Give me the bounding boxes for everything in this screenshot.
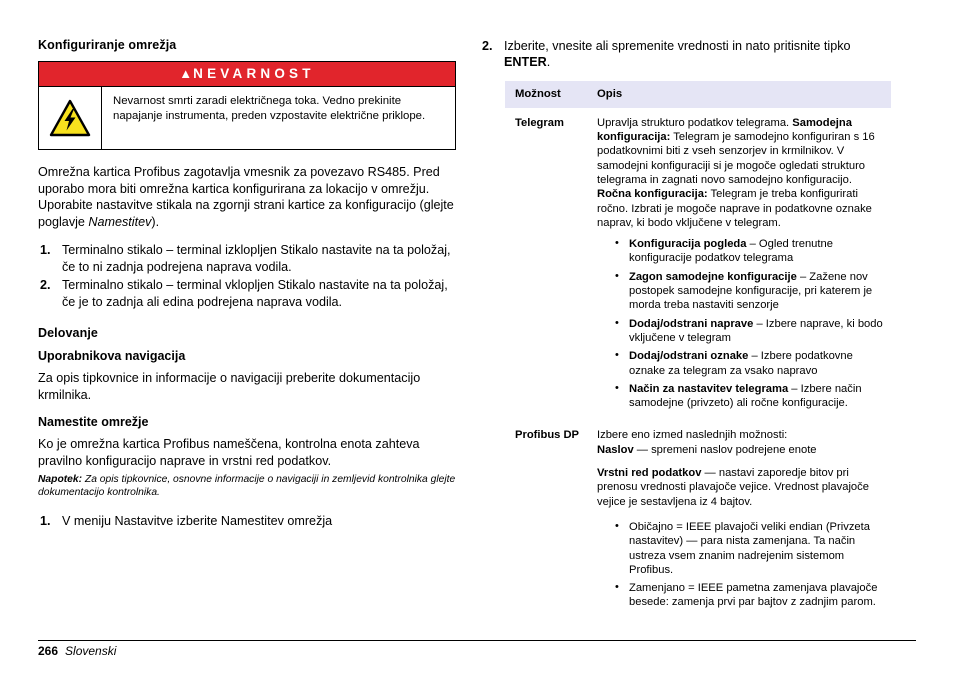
- desc-bold-1: Naslov: [597, 443, 634, 456]
- setup-steps-list: [38, 513, 458, 529]
- enter-step-list: [480, 38, 900, 71]
- list-item: [611, 520, 887, 577]
- intro-part-2: ).: [151, 214, 160, 229]
- footer-language: Slovenski: [65, 644, 117, 658]
- left-column: [38, 38, 458, 542]
- desc-text-2: Telegram je samodejno konfiguriran s 16 podatkovnimi biti z vseh senzorjev in krmilnikov. V samodejni konfiguraciji si je mogoče ogledati strukturo telegrama in zagnati novo samodejno konfiguracijo.: [597, 131, 875, 186]
- table-header-row: [505, 81, 891, 108]
- intro-paragraph: [38, 164, 458, 230]
- list-item: [611, 237, 887, 266]
- list-item-number: 2.: [40, 278, 51, 293]
- list-item: [611, 270, 887, 313]
- table-row: [505, 414, 891, 613]
- bullet-bold-label: Konfiguracija pogleda: [629, 238, 747, 251]
- operation-heading: Delovanje: [38, 326, 98, 340]
- profibus-options-list: [611, 520, 887, 610]
- bullet-bold-label: Dodaj/odstrani oznake: [629, 350, 749, 363]
- danger-text: Nevarnost smrti zaradi električnega toka. Vedno prekinite napajanje instrumenta, preden vzpostavite električne priklope.: [113, 95, 426, 122]
- page-number: 266: [38, 644, 59, 658]
- danger-banner: [39, 62, 455, 87]
- bullet-dot-icon: •: [615, 237, 619, 250]
- setup-network-heading: Namestite omrežje: [38, 415, 149, 430]
- bullet-text: – Izbere naprave, ki bodo vključene v telegram: [629, 317, 883, 344]
- bullet-dot-icon: •: [615, 316, 619, 329]
- footer: [38, 644, 116, 658]
- list-item: [611, 317, 887, 346]
- list-item-text: V meniju Nastavitve izberite Namestitev omrežja: [62, 514, 333, 529]
- danger-icon-cell: [39, 87, 102, 149]
- bullet-dot-icon: •: [615, 581, 619, 594]
- bullet-bold-label: Zagon samodejne konfiguracije: [629, 270, 797, 283]
- table-row: [505, 108, 891, 415]
- setup-network-text: Ko je omrežna kartica Profibus nameščena, kontrolna enota zahteva pravilno konfiguracijo naprave in vrstni red podatkov.: [38, 437, 420, 468]
- options-table: [505, 81, 891, 614]
- row-description: [587, 414, 891, 613]
- note-text: Za opis tipkovnice, osnovne informacije o navigaciji in zemljevid kontrolnika glejte dokumentacijo kontrolnika.: [38, 474, 456, 499]
- list-item: [611, 382, 887, 411]
- column-header-option: Možnost: [505, 81, 587, 108]
- list-item: [38, 242, 458, 275]
- bullet-dot-icon: •: [615, 269, 619, 282]
- desc-bold-2: Vrstni red podatkov: [597, 467, 702, 480]
- list-item-number: 1.: [40, 243, 51, 258]
- switch-steps-list: [38, 242, 458, 310]
- telegram-options-list: [611, 237, 887, 410]
- desc-text-2: — spremeni naslov podrejene enote: [633, 443, 817, 456]
- bullet-bold-label: Dodaj/odstrani naprave: [629, 317, 754, 330]
- bullet-text: – Zažene nov postopek samodejne konfiguracije, pri katerem je morda treba nastaviti senzorje: [629, 270, 873, 312]
- user-navigation-heading: Uporabnikova navigacija: [38, 349, 186, 363]
- list-item: [38, 277, 458, 310]
- description-paragraph: [597, 116, 887, 230]
- warning-triangle-icon: ▲: [179, 66, 193, 81]
- description-data-order: [597, 466, 887, 509]
- description-address: [597, 443, 887, 457]
- row-option-label: Telegram: [515, 116, 564, 129]
- user-navigation-text: Za opis tipkovnice in informacije o navigaciji preberite dokumentacijo krmilnika.: [38, 371, 421, 402]
- desc-text-3: — nastavi zaporedje bitov pri prenosu vrednosti plavajoče vejice. Vrednost plavajoče vejice je sestavljena iz 4 bajtov.: [597, 467, 869, 508]
- bullet-text: – Izbere način samodejne (privzeto) ali ročne konfiguracije.: [629, 382, 862, 410]
- column-header-description: Opis: [587, 81, 891, 108]
- danger-banner-label: NEVARNOST: [193, 66, 315, 81]
- note-label: Napotek:: [38, 474, 83, 486]
- intro-part-1: Omrežna kartica Profibus zagotavlja vmesnik za povezavo RS485. Pred uporabo mora biti omrežna kartica konfigurirana za lokacijo v omrežju. Uporabite nastavitve stikala na zgornji strani kartice za konfiguracijo (glejte poglavje: [38, 165, 454, 229]
- desc-bold-1: Samodejna konfiguracija:: [597, 116, 852, 144]
- list-item-number: 2.: [482, 39, 493, 53]
- description-intro: Izbere eno izmed naslednjih možnosti:: [597, 429, 788, 442]
- list-item-text-before: Izberite, vnesite ali spremenite vrednosti in nato pritisnite tipko: [504, 39, 851, 53]
- list-item-text: Terminalno stikalo – terminal vklopljen Stikalo nastavite na ta položaj, če je to zadnja ali edina podrejena naprava vodila.: [62, 278, 448, 309]
- list-item-text-after: .: [546, 55, 551, 70]
- bullet-text: – Ogled trenutne konfiguracije podatkov telegrama: [629, 238, 833, 265]
- page-title: Konfiguriranje omrežja: [38, 38, 177, 52]
- bullet-dot-icon: •: [615, 349, 619, 362]
- row-description: [587, 108, 891, 415]
- footer-divider: [38, 640, 916, 641]
- enter-key-label: ENTER: [504, 55, 547, 70]
- list-item: [611, 581, 887, 610]
- list-item: [611, 349, 887, 378]
- bullet-text: – Izbere podatkovne oznake za telegram za vsako napravo: [629, 350, 853, 377]
- bullet-dot-icon: •: [615, 381, 619, 394]
- bullet-dot-icon: •: [615, 519, 619, 532]
- electric-shock-hazard-icon: [49, 99, 91, 137]
- list-item-text: Terminalno stikalo – terminal izklopljen Stikalo nastavite na ta položaj, če to ni zadnja podrejena naprava vodila.: [62, 243, 451, 274]
- list-item-number: 1.: [40, 514, 51, 529]
- bullet-text: Običajno = IEEE plavajoči veliki endian (Privzeta nastavitev) — para nista zamenjana. Ta način ustreza vsem znanim nadrejenim sistemom Profibus.: [629, 520, 870, 576]
- desc-text-3: Telegram je treba konfigurirati ročno. Izbrati je mogoče naprave in podatkovne oznake naprav, ki bodo vključene v telegram.: [597, 188, 872, 229]
- list-item: [38, 513, 458, 529]
- right-column: [480, 38, 900, 614]
- intro-italic-ref: Namestitev: [88, 214, 152, 229]
- desc-bold-2: Ročna konfiguracija:: [597, 188, 708, 201]
- desc-text-1: Upravlja strukturo podatkov telegrama.: [597, 116, 793, 129]
- bullet-text: Zamenjano = IEEE pametna zamenjava plavajoče besede: zamenja prvi par bajtov z zadnjim parom.: [629, 582, 878, 609]
- bullet-bold-label: Način za nastavitev telegrama: [629, 382, 789, 395]
- note-block: [38, 473, 458, 499]
- danger-callout: [38, 61, 456, 150]
- list-item: [480, 38, 900, 71]
- row-option-label: Profibus DP: [515, 429, 580, 442]
